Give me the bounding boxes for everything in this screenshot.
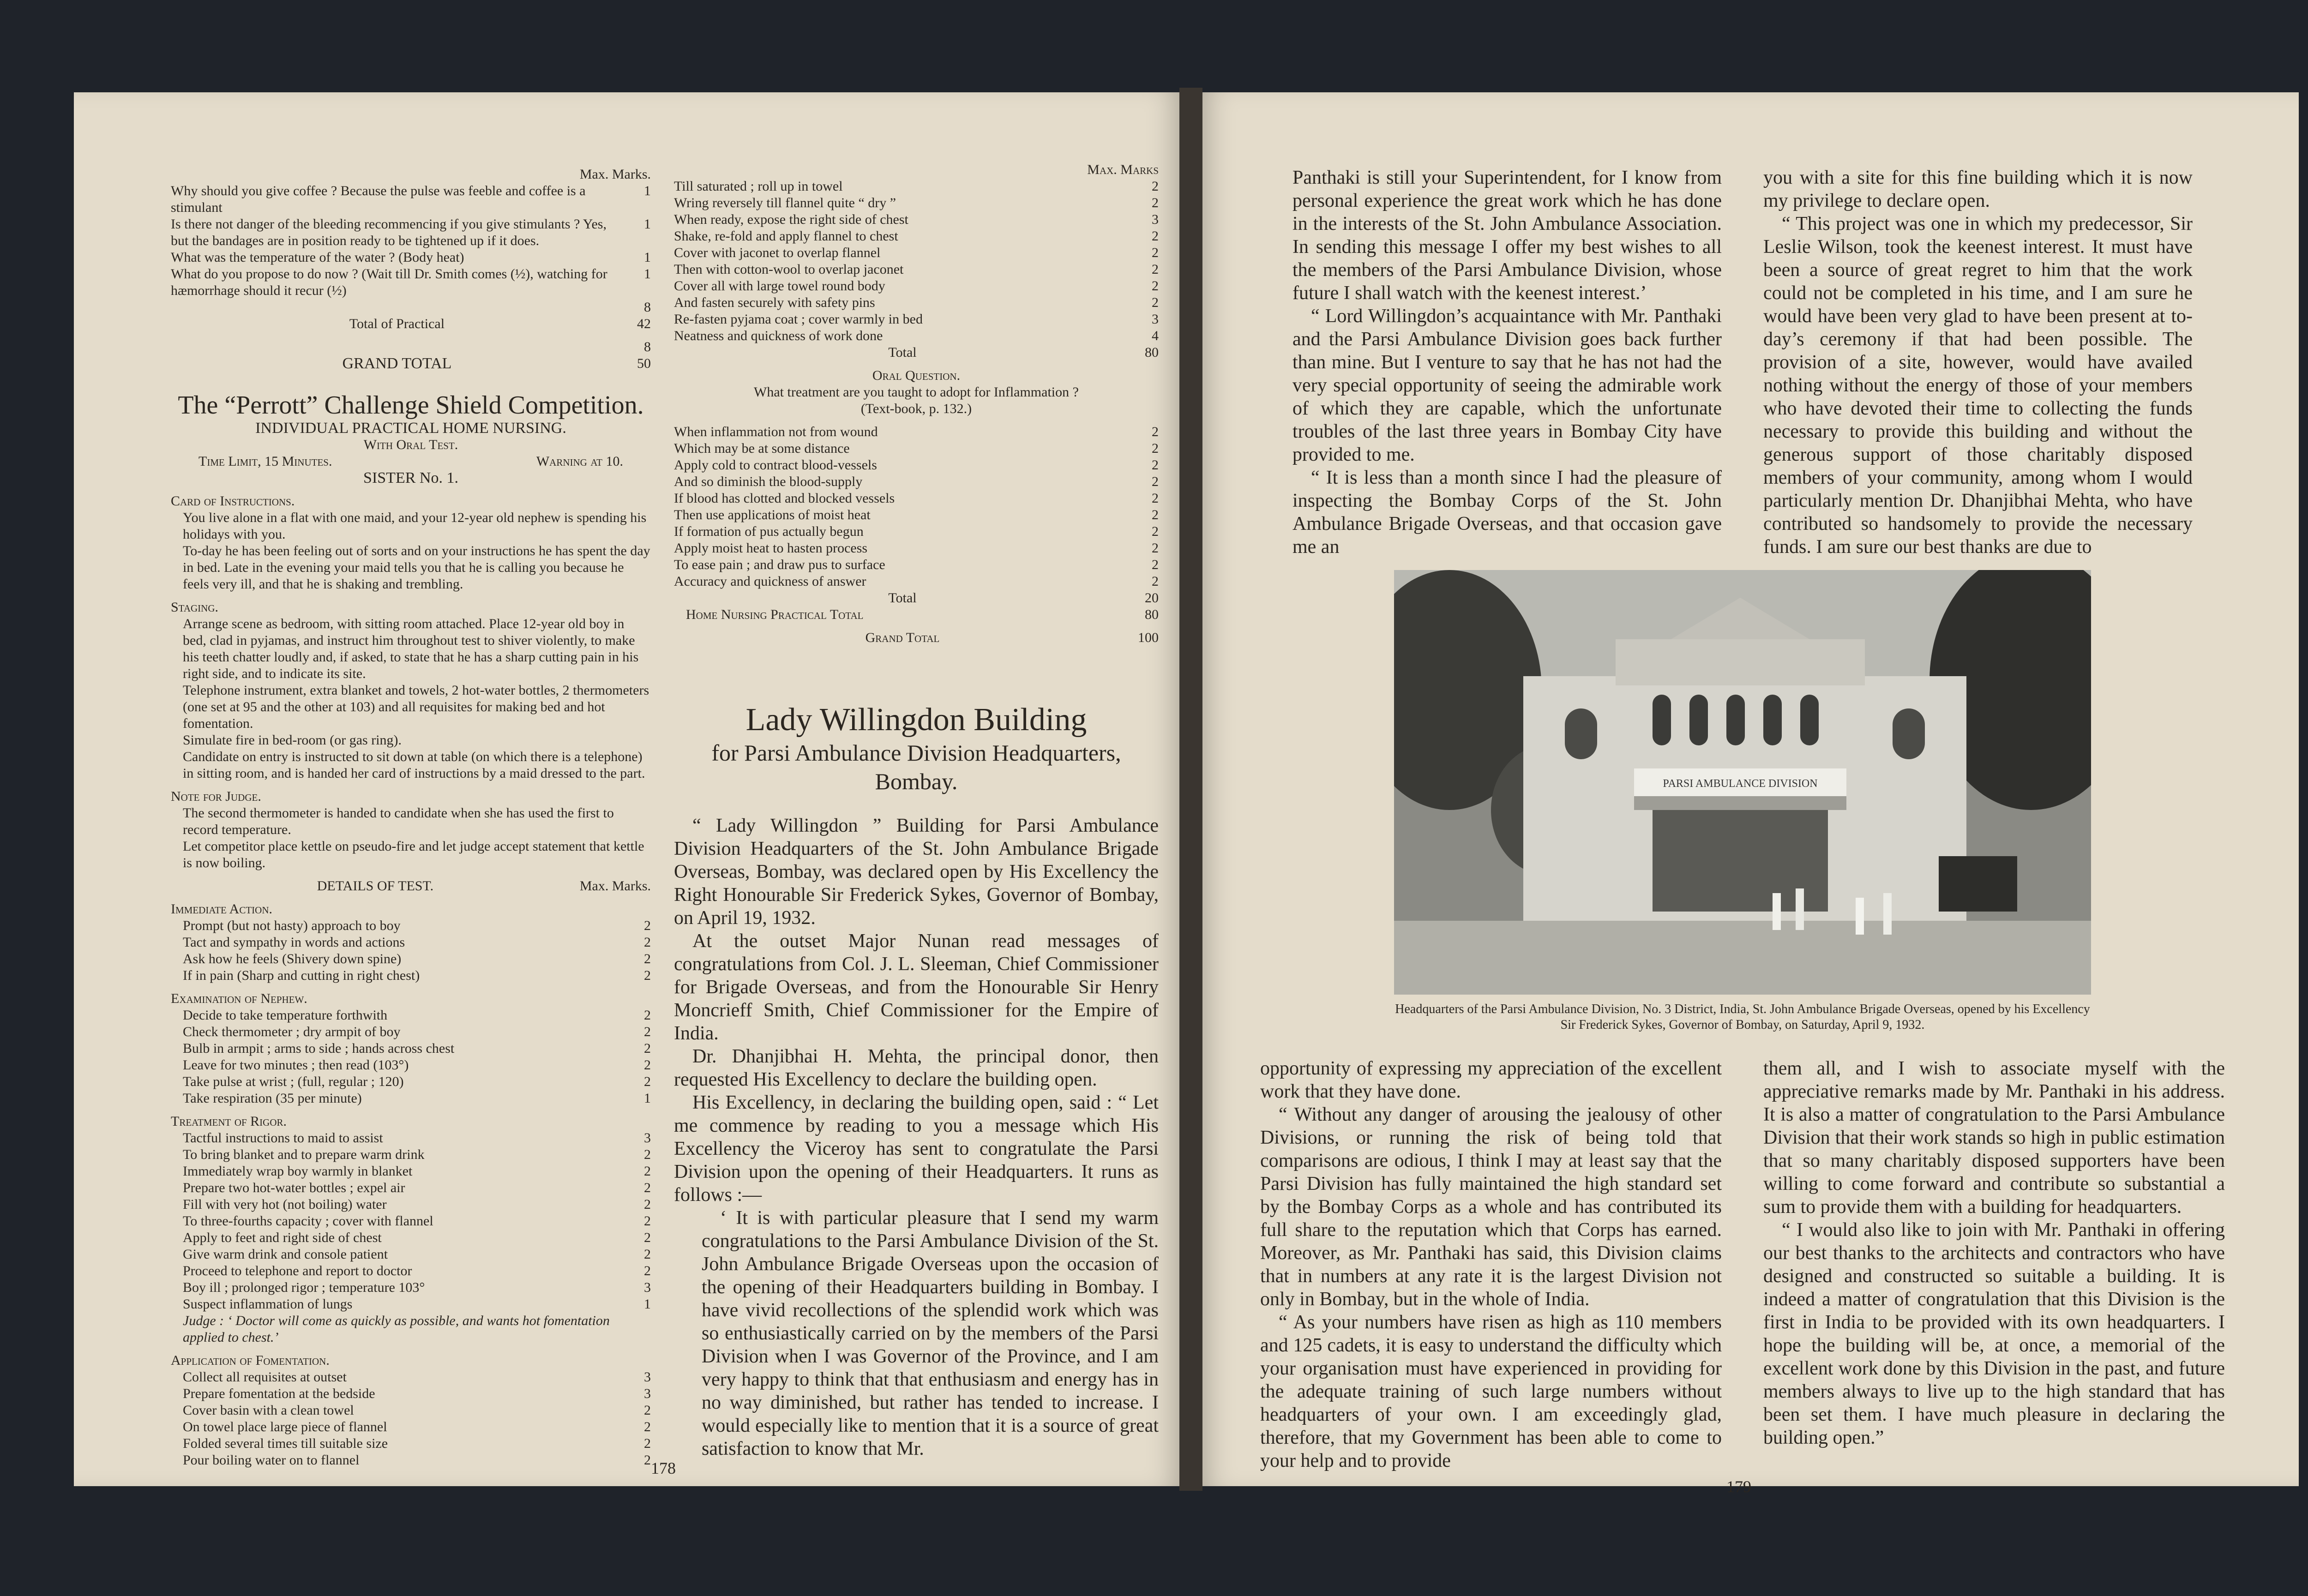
note-paragraph: Let competitor place kettle on pseudo-fire and let judge accept statement that kettle is now boiling. (183, 839, 644, 870)
marks-row-label: Cover basin with a clean towel (183, 1403, 354, 1418)
marks-row-label: What was the temperature of the water ? (Body heat) (171, 250, 464, 265)
marks-row-value: 2 (644, 1419, 651, 1434)
marks-row-value: 2 (1152, 474, 1159, 489)
grand-total-label: GRAND TOTAL (342, 355, 452, 372)
marks-row-value: 3 (644, 1369, 651, 1385)
article-paragraph: At the outset Major Nunan read messages of congratulations from Col. J. L. Sleeman, Chief Commissioner for Brigade Overseas, and from the Honourable Sir Henry Moncrieff Smith, Chief Commissioner for the Empire of India. (674, 930, 1159, 1044)
question-rows (171, 183, 651, 299)
marks-row (183, 918, 651, 934)
marks-row-label: Cover with jaconet to overlap flannel (674, 245, 881, 260)
marks-row (183, 1296, 651, 1313)
oral-reference: (Text-book, p. 132.) (860, 401, 972, 416)
marks-row-label: If formation of pus actually begun (674, 524, 864, 539)
marks-row (183, 1279, 651, 1296)
note-heading: Note for Judge. (171, 789, 261, 804)
marks-row-value: 2 (644, 1057, 651, 1073)
marks-row (183, 1435, 651, 1452)
marks-row-label: Give warm drink and console patient (183, 1247, 388, 1262)
marks-row-label: Proceed to telephone and report to doctor (183, 1263, 412, 1278)
total-practical-value: 42 (637, 316, 651, 331)
marks-header: Max. Marks (1087, 162, 1159, 177)
article-paragraph: “ Lady Willingdon ” Building for Parsi Ambulance Division Headquarters of the St. John Ambulance Brigade Overseas, Bombay, was declared open by His Excellency the Right Honourable Sir Frederick Sykes, Governor of Bombay, on April 19, 1932. (674, 815, 1159, 929)
marks-row (183, 1230, 651, 1246)
marks-row (183, 1074, 651, 1090)
marks-row-label: Neatness and quickness of work done (674, 328, 883, 343)
marks-row-value: 2 (1152, 295, 1159, 310)
grand-total-value: 100 (1138, 630, 1159, 645)
marks-row-label: Why should you give coffee ? Because the pulse was feeble and coffee is a stimulant (171, 183, 586, 215)
marks-row-value: 1 (644, 250, 651, 265)
staging-paragraph: Candidate on entry is instructed to sit down at table (on which there is a telephone) in sitting room, and is handed her card of instructions by a maid dressed to the part. (183, 749, 645, 781)
right-column-a-top (1292, 166, 1722, 558)
marks-row-value: 2 (644, 1180, 651, 1195)
marks-row-value: 2 (1152, 262, 1159, 277)
marks-row (674, 507, 1159, 523)
marks-row (183, 1402, 651, 1419)
marks-row-value: 2 (1152, 228, 1159, 244)
total-practical-label: Total of Practical (349, 316, 445, 331)
marks-row-value: 2 (644, 1436, 651, 1451)
marks-row-value: 2 (1152, 540, 1159, 556)
marks-row-label: Apply to feet and right side of chest (183, 1230, 382, 1245)
marks-row-value: 2 (644, 1230, 651, 1245)
marks-row-label: Boy ill ; prolonged rigor ; temperature 103° (183, 1280, 425, 1295)
marks-row-label: Collect all requisites at outset (183, 1369, 347, 1385)
marks-row-label: Pour boiling water on to flannel (183, 1452, 360, 1468)
section-heading: Treatment of Rigor. (171, 1114, 287, 1129)
marks-row (674, 474, 1159, 490)
marks-row-value: 2 (644, 918, 651, 933)
card-paragraph: You live alone in a flat with one maid, and your 12-year old nephew is spending his holidays with you. (183, 510, 647, 542)
marks-row (674, 261, 1159, 278)
shield-subtitle: INDIVIDUAL PRACTICAL HOME NURSING. (255, 420, 566, 437)
book-spine (1179, 88, 1202, 1491)
total-label: Total (888, 345, 917, 360)
article-paragraph: “ Lord Willingdon’s acquaintance with Mr. Panthaki and the Parsi Ambulance Division goes back further than mine. But I venture to say that he has not had the very special opportunity of seeing the admirable work of which they are capable, which the unfortunate troubles of the last three years in Bombay City have provided to me. (1292, 306, 1722, 465)
marks-row-label: To three-fourths capacity ; cover with flannel (183, 1213, 433, 1229)
oral-subtotal: 8 (644, 339, 651, 354)
marks-row (183, 1419, 651, 1435)
marks-row (183, 1369, 651, 1386)
article-paragraph: “ I would also like to join with Mr. Panthaki in offering our best thanks to the architects and contractors who have designed and constructed so suitable a building. It is indeed a matter of congratulation that this Division is the first in India to be provided with its own headquarters. I hope the building will be, at once, a memorial of the excellent work done by this Division in the past, and future members always to live up to the high standard that has been set them. I have much pleasure in declaring the building open.” (1763, 1219, 2225, 1448)
marks-row-label: Cover all with large towel round body (674, 278, 885, 294)
marks-row-label: Take respiration (35 per minute) (183, 1091, 362, 1106)
section-rows (171, 1130, 651, 1313)
marks-row (183, 1180, 651, 1196)
marks-row-label: Check thermometer ; dry armpit of boy (183, 1024, 401, 1039)
marks-row-label: Prepare fomentation at the bedside (183, 1386, 375, 1401)
headquarters-photo (1394, 570, 2091, 995)
marks-row-label: Apply cold to contract blood-vessels (674, 457, 877, 473)
marks-row-label: Suspect inflammation of lungs (183, 1296, 353, 1312)
marks-row (183, 1386, 651, 1402)
sister-label: SISTER No. 1. (363, 469, 458, 486)
marks-row (183, 1452, 651, 1469)
right-column-a-bottom (1260, 1057, 1722, 1472)
marks-row-value: 2 (1152, 195, 1159, 210)
marks-row (183, 1196, 651, 1213)
marks-row (171, 249, 651, 266)
staging-paragraph: Arrange scene as bedroom, with sitting room attached. Place 12-year old boy in bed, clad in pyjamas, and instruct him throughout test to shiver violently, to make his teeth chatter loudly and, if asked, to state that he has a sharp cutting pain in his right side, and to indicate its site. (183, 616, 639, 681)
page-number-left: 178 (651, 1459, 676, 1477)
article-paragraph: opportunity of expressing my appreciation of the excellent work that they have done. (1260, 1058, 1722, 1102)
marks-row-label: Prompt (but not hasty) approach to boy (183, 918, 401, 933)
marks-row-label: Immediately wrap boy warmly in blanket (183, 1164, 413, 1179)
oral-answer-rows (674, 424, 1159, 590)
marks-row-value: 2 (1152, 524, 1159, 539)
marks-row-value: 2 (644, 1024, 651, 1039)
grand-total-value: 50 (637, 356, 651, 371)
marks-row-label: And fasten securely with safety pins (674, 295, 875, 310)
oral-total-label: Total (888, 590, 917, 606)
marks-row-label: Wring reversely till flannel quite “ dry ” (674, 195, 896, 210)
home-total-value: 80 (1145, 607, 1159, 622)
marks-row-value: 2 (1152, 457, 1159, 473)
marks-row-label: Shake, re-fold and apply flannel to chest (674, 228, 898, 244)
marks-row-value: 2 (644, 1008, 651, 1023)
marks-row-value: 2 (644, 1247, 651, 1262)
marks-row-value: 2 (644, 935, 651, 950)
time-limit: Time Limit, 15 Minutes. (198, 454, 332, 469)
marks-row-label: Then use applications of moist heat (674, 507, 871, 522)
home-total-label: Home Nursing Practical Total (686, 607, 864, 622)
details-marks-header: Max. Marks. (579, 878, 651, 894)
marks-row (674, 294, 1159, 311)
marks-row (183, 1146, 651, 1163)
section-rows (171, 1007, 651, 1107)
marks-row (674, 424, 1159, 440)
building-sign: PARSI AMBULANCE DIVISION (1663, 778, 1818, 790)
marks-row (674, 557, 1159, 573)
marks-row (674, 328, 1159, 344)
oral-question: What treatment are you taught to adopt for Inflammation ? (754, 384, 1079, 400)
marks-header: Max. Marks. (579, 167, 651, 182)
judge-note: Judge : ‘ Doctor will come as quickly as possible, and wants hot fomentation applied to chest.’ (183, 1313, 610, 1345)
marks-row-value: 1 (644, 216, 651, 232)
marks-row-label: If blood has clotted and blocked vessels (674, 491, 895, 506)
marks-row-value: 1 (644, 183, 651, 198)
marks-row-label: And so diminish the blood-supply (674, 474, 863, 489)
marks-row-value: 2 (644, 1074, 651, 1089)
marks-row (183, 1213, 651, 1230)
marks-row (674, 228, 1159, 245)
card-heading: Card of Instructions. (171, 493, 295, 509)
marks-row (674, 278, 1159, 294)
marks-row-value: 1 (644, 1091, 651, 1106)
marks-row-label: Folded several times till suitable size (183, 1436, 388, 1451)
marks-row-label: Take pulse at wrist ; (full, regular ; 120) (183, 1074, 404, 1089)
marks-row (183, 1057, 651, 1074)
oral-test-line: With Oral Test. (363, 437, 458, 452)
fomentation-continued-rows (674, 178, 1159, 344)
marks-row (674, 573, 1159, 590)
article-paragraph: His Excellency, in declaring the building open, said : “ Let me commence by reading to you a message which His Excellency the Viceroy has sent to congratulate the Parsi Division upon the opening of their Headquarters. It runs as follows :— (674, 1092, 1159, 1206)
marks-row (183, 934, 651, 951)
marks-row-label: What do you propose to do now ? (Wait till Dr. Smith comes (½), watching for hæmorrhage should it recur (½) (171, 266, 607, 298)
marks-row-value: 2 (644, 951, 651, 966)
marks-row-label: When ready, expose the right side of chest (674, 212, 908, 227)
marks-row-value: 2 (644, 968, 651, 983)
section-heading: Immediate Action. (171, 901, 272, 917)
marks-row-label: Is there not danger of the bleeding recommencing if you give stimulants ? Yes, but the bandages are in position ready to be tightened up if it does. (171, 216, 607, 248)
marks-row-value: 2 (1152, 574, 1159, 589)
details-sections (171, 901, 651, 1313)
card-paragraph: To-day he has been feeling out of sorts and on your instructions he has spent the day in bed. Late in the evening your maid tells you that he is calling you because he feels very ill, and that he is shaking and trembling. (183, 543, 650, 592)
left-column-2 (674, 162, 1159, 1460)
details-heading: DETAILS OF TEST. (317, 878, 434, 894)
marks-row (674, 490, 1159, 507)
staging-paragraph: Simulate fire in bed-room (or gas ring). (183, 732, 402, 748)
marks-row-value: 2 (1152, 441, 1159, 456)
marks-row-label: Tact and sympathy in words and actions (183, 935, 405, 950)
marks-row (183, 1246, 651, 1263)
marks-row-label: Prepare two hot-water bottles ; expel air (183, 1180, 405, 1195)
photo-caption: Headquarters of the Parsi Ambulance Division, No. 3 District, India, St. John Ambulance Brigade Overseas, opened by his Excellency Sir Frederick Sykes, Governor of Bombay, on Saturday, April 9, 1932. (1395, 1002, 2090, 1032)
marks-row (183, 1090, 651, 1107)
article-paragraph: you with a site for this fine building which it is now my privilege to declare open. (1763, 167, 2193, 211)
marks-row-label: Which may be at some distance (674, 441, 850, 456)
marks-row-value: 2 (644, 1452, 651, 1468)
marks-row-value: 3 (644, 1130, 651, 1146)
grand-total-label: Grand Total (865, 630, 940, 645)
oral-heading: Oral Question. (872, 368, 961, 383)
marks-row-label: Fill with very hot (not boiling) water (183, 1197, 387, 1212)
marks-row-label: Decide to take temperature forthwith (183, 1008, 388, 1023)
marks-row-label: Then with cotton-wool to overlap jaconet (674, 262, 904, 277)
marks-row-value: 3 (644, 1280, 651, 1295)
article-paragraph: “ This project was one in which my predecessor, Sir Leslie Wilson, took the keenest interest. It must have been a source of great regret to him that the work could not be completed in his time, and I am sure he would have been very glad to have been present at to-day’s ceremony if that had been possible. The provision of a site, however, would have availed nothing without the energy of those of your members who have devoted their time to collecting the funds necessary to provide this building and without the generous support of those charitably disposed members of your community, among whom I would particularly mention Dr. Dhanjibhai Mehta, who have contributed so handsomely to provide the necessary funds. I am sure our best thanks are due to (1763, 213, 2193, 558)
marks-row-label: Ask how he feels (Shivery down spine) (183, 951, 402, 966)
fomentation-heading: Application of Fomentation. (171, 1353, 330, 1368)
article-paragraph: “ As your numbers have risen as high as 110 members and 125 cadets, it is easy to understand the difficulty which your organisation must have experienced in providing for the adequate training of such large numbers without headquarters of your own. I am exceedingly glad, therefore, that my Government has been able to come to your help and to provide (1260, 1312, 1722, 1471)
article-paragraph: “ It is less than a month since I had the pleasure of inspecting the Bombay Corps of the St. John Ambulance Brigade Overseas, and that occasion gave me an (1292, 467, 1722, 558)
marks-row-label: Accuracy and quickness of answer (674, 574, 866, 589)
marks-row-label: If in pain (Sharp and cutting in right chest) (183, 968, 420, 983)
marks-row-value: 2 (644, 1041, 651, 1056)
marks-row (674, 457, 1159, 474)
fomentation-rows (171, 1369, 651, 1469)
marks-row (674, 245, 1159, 261)
viceroy-message: ‘ It is with particular pleasure that I send my warm congratulations to the Parsi Ambulance Division of the St. John Ambulance Brigade Overseas upon the occasion of the opening of their Headquarters building in Bombay. I have vivid recollections of the splendid work which was so enthusiastically carried on by the members of the Parsi Division when I was Governor of the Province, and I am very happy to think that that enthusiasm and energy has in no way diminished, but rather has tended to increase. I would especially like to mention that it is a source of great satisfaction to know that Mr. (702, 1207, 1159, 1459)
marks-row-value: 4 (1152, 328, 1159, 343)
marks-row-value: 2 (644, 1263, 651, 1278)
right-column-b-bottom (1763, 1057, 2225, 1449)
marks-row (171, 216, 651, 249)
marks-row (183, 1263, 651, 1279)
marks-row-value: 1 (644, 266, 651, 282)
subtotal: 8 (644, 300, 651, 315)
article-subtitle-city: Bombay. (875, 768, 958, 794)
marks-row-label: On towel place large piece of flannel (183, 1419, 387, 1434)
marks-row-value: 2 (644, 1213, 651, 1229)
marks-row-value: 2 (644, 1197, 651, 1212)
marks-row-value: 2 (644, 1147, 651, 1162)
building-photo-illustration (1394, 570, 2091, 995)
total-value: 80 (1145, 345, 1159, 360)
marks-row-value: 1 (644, 1296, 651, 1312)
marks-row (171, 266, 651, 299)
oral-total-value: 20 (1145, 590, 1159, 606)
article-paragraph: Dr. Dhanjibhai H. Mehta, the principal donor, then requested His Excellency to declare the building open. (674, 1046, 1159, 1090)
section-heading: Examination of Nephew. (171, 991, 307, 1006)
marks-row-value: 2 (1152, 245, 1159, 260)
marks-row-value: 2 (1152, 278, 1159, 294)
marks-row-value: 2 (1152, 557, 1159, 572)
marks-row-label: Leave for two minutes ; then read (103°) (183, 1057, 409, 1073)
right-column-b-top (1763, 166, 2193, 558)
marks-row-value: 2 (1152, 507, 1159, 522)
article-title: Lady Willingdon Building (745, 702, 1087, 738)
marks-row (183, 1163, 651, 1180)
marks-row (674, 440, 1159, 457)
article-subtitle: for Parsi Ambulance Division Headquarters, (711, 740, 1121, 766)
marks-row (674, 540, 1159, 557)
marks-row-label: To ease pain ; and draw pus to surface (674, 557, 885, 572)
marks-row-label: Apply moist heat to hasten process (674, 540, 868, 556)
marks-row-value: 2 (1152, 491, 1159, 506)
marks-row-label: Till saturated ; roll up in towel (674, 179, 843, 194)
marks-row-value: 2 (644, 1403, 651, 1418)
marks-row-value: 2 (1152, 424, 1159, 439)
marks-row-label: Tactful instructions to maid to assist (183, 1130, 383, 1146)
marks-row-value: 3 (644, 1386, 651, 1401)
marks-row-label: To bring blanket and to prepare warm drink (183, 1147, 425, 1162)
marks-row (183, 1130, 651, 1146)
marks-row-value: 2 (644, 1164, 651, 1179)
marks-row (674, 195, 1159, 211)
shield-title: The “Perrott” Challenge Shield Competition. (178, 391, 644, 420)
marks-row (674, 311, 1159, 328)
marks-row-value: 3 (1152, 312, 1159, 327)
marks-row-value: 3 (1152, 212, 1159, 227)
marks-row (674, 523, 1159, 540)
marks-row (183, 1007, 651, 1024)
marks-row-label: Re-fasten pyjama coat ; cover warmly in bed (674, 312, 923, 327)
marks-row-value: 2 (1152, 179, 1159, 194)
article-paragraph: them all, and I wish to associate myself with the appreciative remarks made by Mr. Panthaki in his address. It is also a matter of congratulation to the Parsi Ambulance Division that their work stands so high in public estimation that so many charitably disposed supporters have been willing to come forward and contribute so substantial a sum to provide them with a building for headquarters. (1763, 1058, 2225, 1218)
article-paragraph: Panthaki is still your Superintendent, for I know from personal experience the great work which he has done in the interests of the St. John Ambulance Association. In sending this message I offer my best wishes to all the members of the Parsi Ambulance Division, whose future I shall watch with the keenest interest.’ (1292, 167, 1722, 304)
marks-row (183, 1040, 651, 1057)
page-number-right: 179 (1726, 1477, 1751, 1496)
marks-row (674, 178, 1159, 195)
article-paragraph: “ Without any danger of arousing the jealousy of other Divisions, or running the risk of being told that comparisons are odious, I think I may at least say that the Parsi Division has fully maintained the high standard set by the Bombay Corps as a whole and has contributed its full share to the reputation which that Corps has earned. Moreover, as Mr. Panthaki has said, this Division claims that in numbers at any rate it is the largest Division not only in Bombay, but in the whole of India. (1260, 1104, 1722, 1310)
warning: Warning at 10. (536, 454, 623, 469)
marks-row (183, 1024, 651, 1040)
staging-paragraph: Telephone instrument, extra blanket and towels, 2 hot-water bottles, 2 thermometers (one set at 95 and the other at 103) and all requisites for making bed and hot fomentation. (183, 683, 649, 731)
marks-row (171, 183, 651, 216)
marks-row (674, 211, 1159, 228)
staging-heading: Staging. (171, 600, 218, 615)
section-rows (171, 918, 651, 984)
left-column-1 (171, 166, 651, 1469)
marks-row-label: Bulb in armpit ; arms to side ; hands across chest (183, 1041, 455, 1056)
note-paragraph: The second thermometer is handed to candidate when she has used the first to record temperature. (183, 805, 614, 837)
marks-row (183, 967, 651, 984)
marks-row (183, 951, 651, 967)
marks-row-label: When inflammation not from wound (674, 424, 878, 439)
